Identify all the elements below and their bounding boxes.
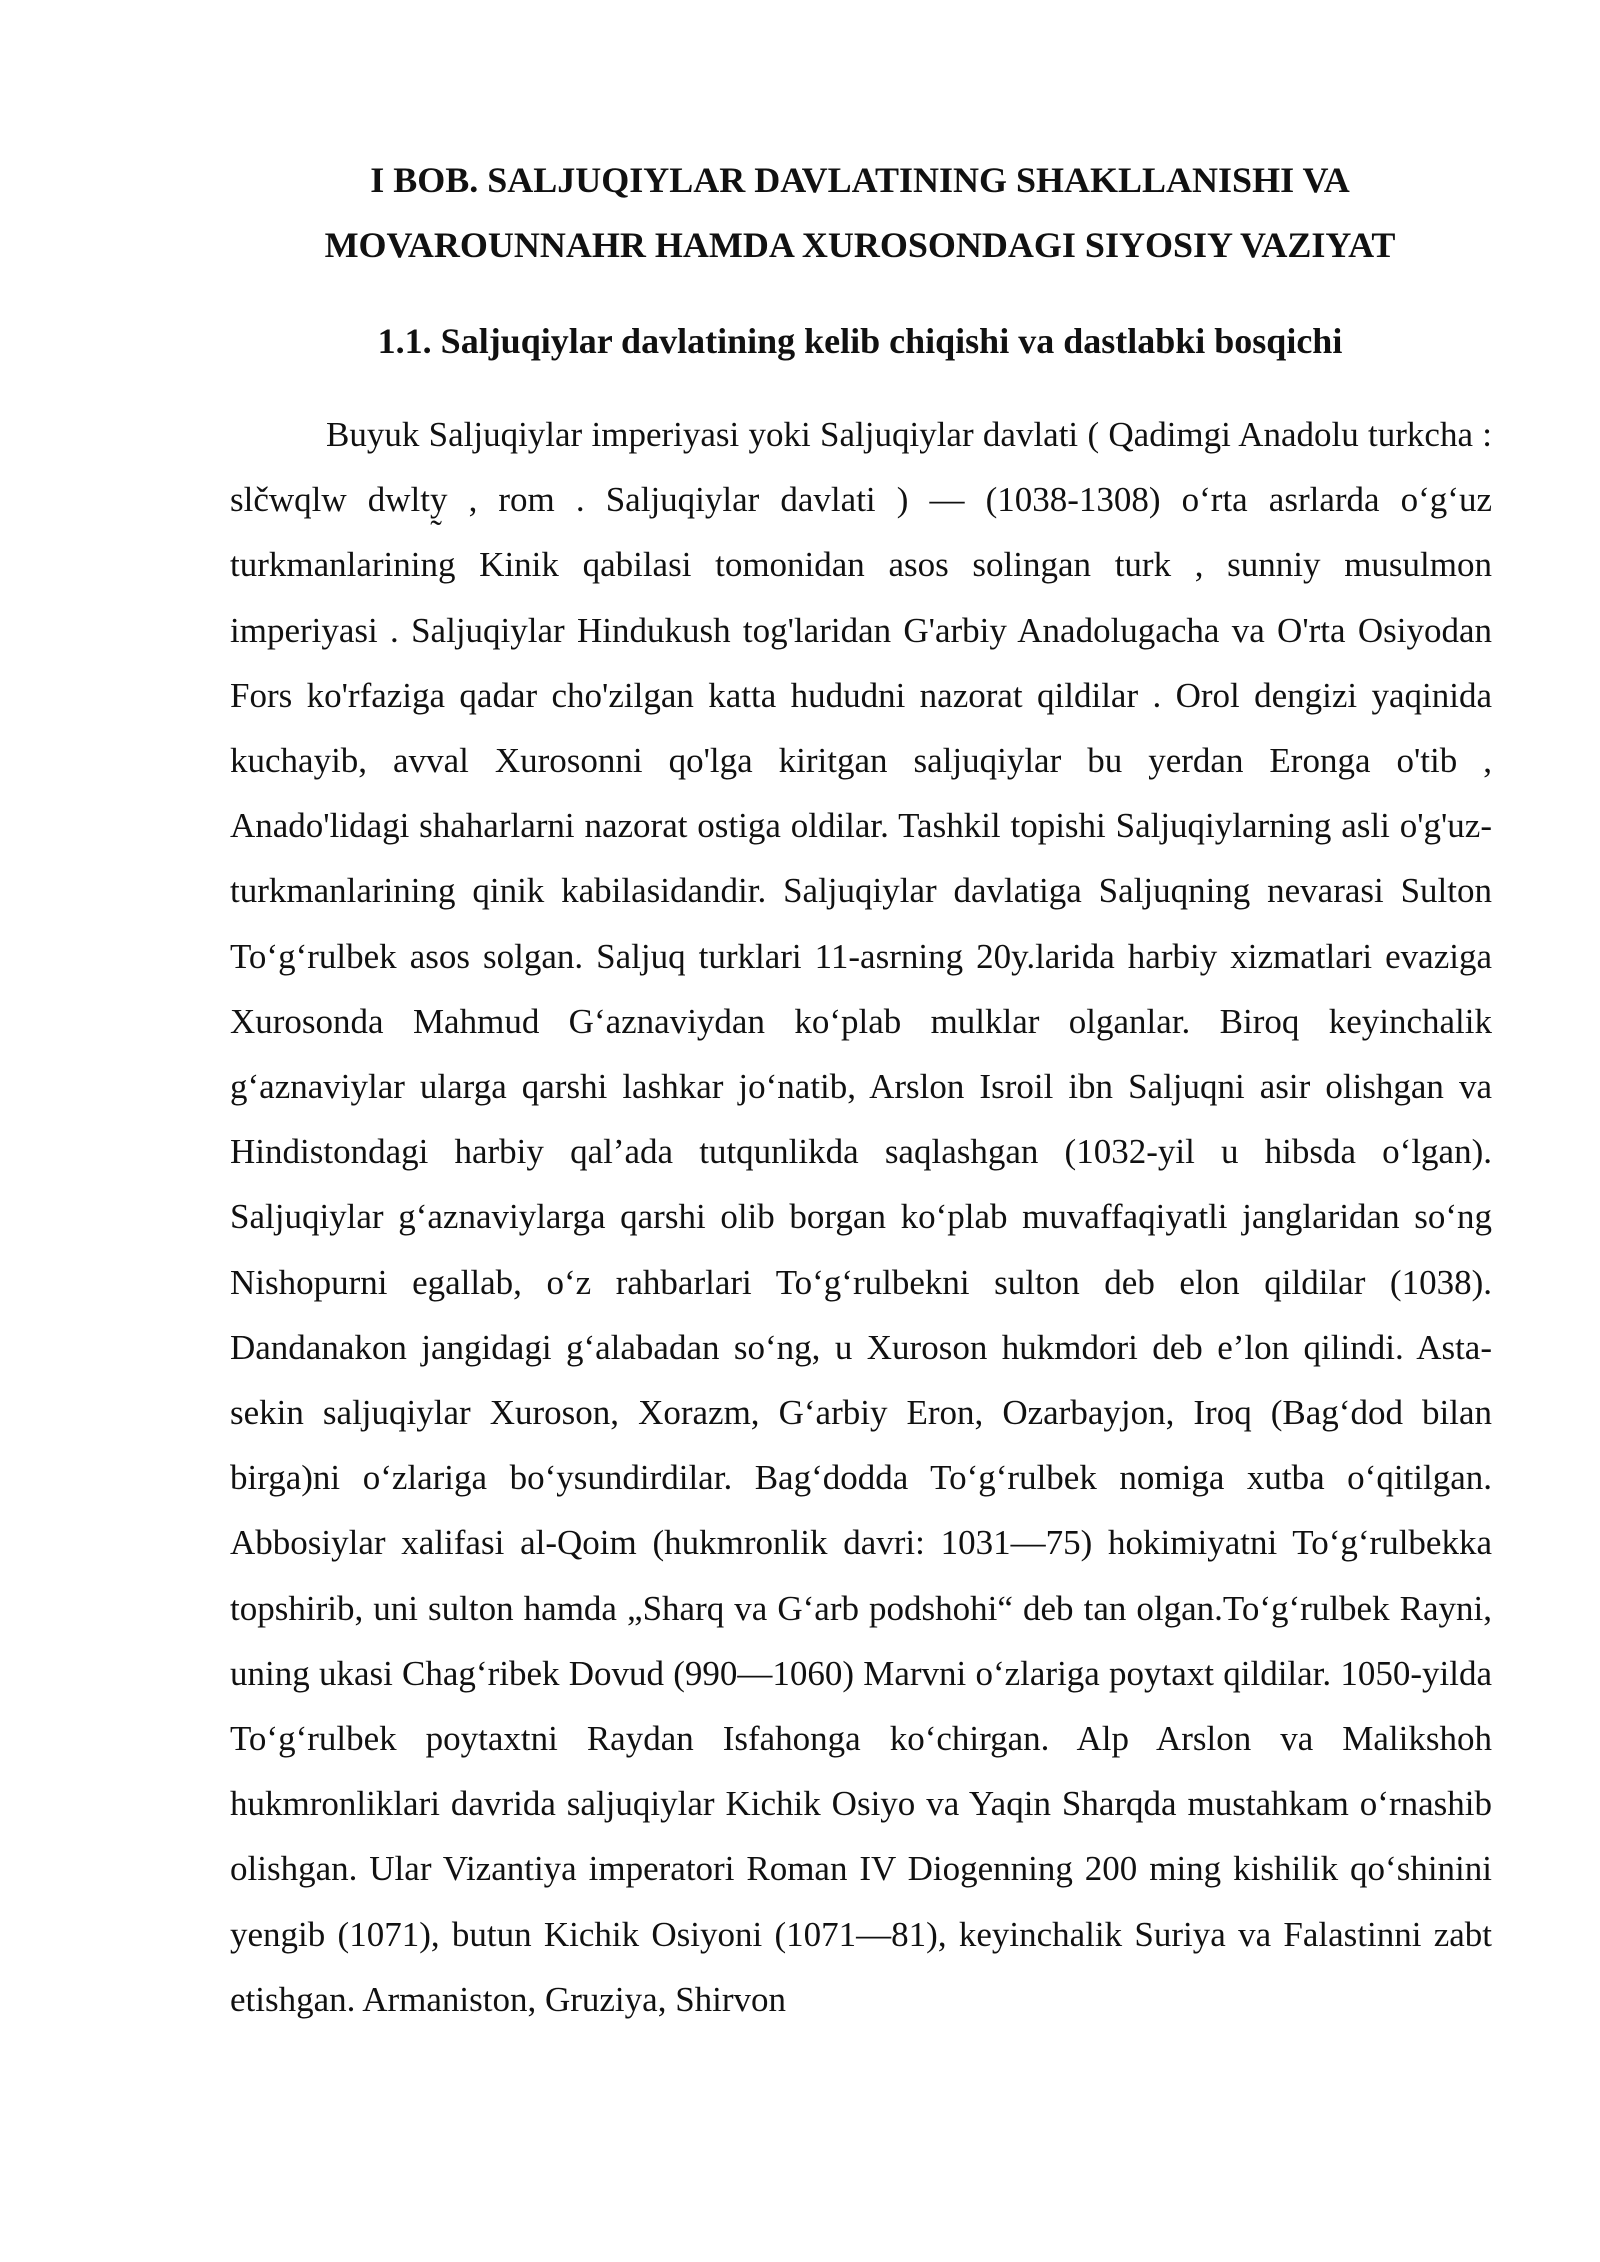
body-paragraph: Buyuk Saljuqiylar imperiyasi yoki Saljuqiylar davlati ( Qadimgi Anadolu turkcha : slčwqlw dwlty̰ , rom . Saljuqiylar davlati ) — (1038-1308) o‘rta asrlarda o‘g‘uz turkmanlarining Kinik qabilasi tomonidan asos solingan turk , sunniy musulmon imperiyasi . Saljuqiylar Hindukush tog'laridan G'arbiy Anadolugacha va O'rta Osiyodan Fors ko'rfaziga qadar cho'zilgan katta hududni nazorat qildilar . Orol dengizi yaqinida kuchayib, avval Xurosonni qo'lga kiritgan saljuqiylar bu yerdan Eronga o'tib , Anado'lidagi shaharlarni nazorat ostiga oldilar. Tashkil topishi Saljuqiylarning asli o'g'uz-turkmanlarining qinik kabilasidandir. Saljuqiylar davlatiga Saljuqning nevarasi Sulton To‘g‘rulbek asos solgan. Saljuq turklari 11-asrning 20y.larida harbiy xizmatlari evaziga Xurosonda Mahmud G‘aznaviydan ko‘plab mulklar olganlar. Biroq keyinchalik g‘aznaviylar ularga qarshi lashkar jo‘natib, Arslon Isroil ibn Saljuqni asir olishgan va Hindistondagi harbiy qal’ada tutqunlikda saqlashgan (1032-yil u hibsda o‘lgan). Saljuqiylar g‘aznaviylarga qarshi olib borgan ko‘plab muvaffaqiyatli janglaridan so‘ng Nishopurni egallab, o‘z rahbarlari To‘g‘rulbekni sulton deb elon qildilar (1038). Dandanakon jangidagi g‘alabadan so‘ng, u Xuroson hukmdori deb e’lon qilindi. Asta-sekin saljuqiylar Xuroson, Xorazm, G‘arbiy Eron, Ozarbayjon, Iroq (Bag‘dod bilan birga)ni o‘zlariga bo‘ysundirdilar. Bag‘dodda To‘g‘rulbek nomiga xutba o‘qitilgan. Abbosiylar xalifasi al-Qoim (hukmronlik davri: 1031—75) hokimiyatni To‘g‘rulbekka topshirib, uni sulton hamda „Sharq va G‘arb podshohi“ deb tan olgan.To‘g‘rulbek Rayni, uning ukasi Chag‘ribek Dovud (990—1060) Marvni o‘zlariga poytaxt qildilar. 1050-yilda To‘g‘rulbek poytaxtni Raydan Isfahonga ko‘chirgan. Alp Arslon va Malikshoh hukmronliklari davrida saljuqiylar Kichik Osiyo va Yaqin Sharqda mustahkam o‘rnashib olishgan. Ular Vizantiya imperatori Roman IV Diogenning 200 ming kishilik qo‘shinini yengib (1071), butun Kichik Osiyoni (1071—81), keyinchalik Suriya va Falastinni zabt etishgan. Armaniston, Gruziya, Shirvon — [230, 415, 1492, 2019]
chapter-title: I BOB. SALJUQIYLAR DAVLATINING SHAKLLANISHI VA MOVAROUNNAHR HAMDA XUROSONDAGI SIYOSIY VAZIYAT — [324, 160, 1396, 265]
section-title: 1.1. Saljuqiylar davlatining kelib chiqishi va dastlabki bosqichi — [377, 321, 1343, 361]
